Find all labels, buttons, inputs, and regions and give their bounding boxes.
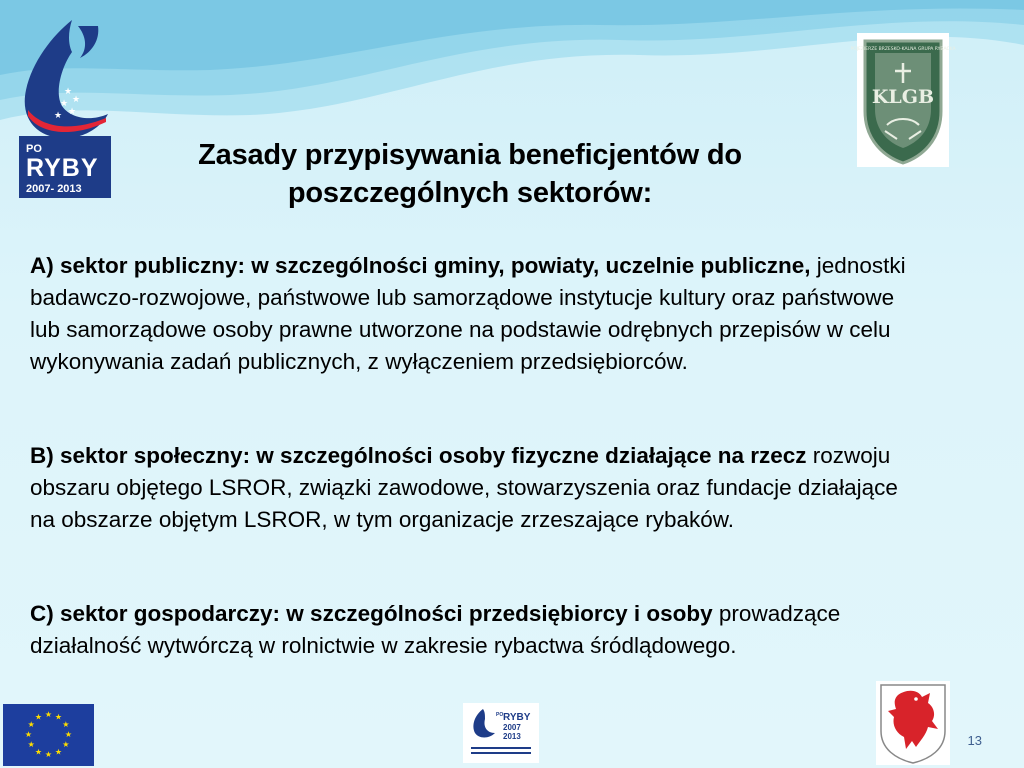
section-social-sector xyxy=(30,440,910,536)
svg-text:★: ★ xyxy=(72,95,81,105)
svg-text:★: ★ xyxy=(60,99,69,109)
ryby-years-text: 2007- 2013 xyxy=(26,183,82,195)
po-ryby-logo xyxy=(14,18,114,202)
svg-text:★: ★ xyxy=(34,712,43,722)
svg-text:★: ★ xyxy=(44,710,53,719)
title-line-1: Zasady przypisywania beneficjentów do xyxy=(198,139,742,171)
svg-text:★: ★ xyxy=(54,111,63,121)
po-ryby-small-logo xyxy=(463,703,539,763)
small-year1-text: 2007 xyxy=(503,723,521,732)
svg-text:★: ★ xyxy=(24,730,33,739)
svg-text:★: ★ xyxy=(34,747,43,757)
eu-flag-logo xyxy=(3,704,94,766)
ryby-po-text: PO xyxy=(26,143,42,155)
klgb-emblem-logo xyxy=(850,33,956,167)
section-economic-sector xyxy=(30,598,910,662)
klgb-ring-text: POJEZIERZE BRZESKO-KALNA GRUPA RYBACKA xyxy=(850,47,956,52)
section-a-text: jednostki badawczo-rozwojowe, państwowe lub samorządowe instytucje kultury oraz państwowe lub samorządowe osoby prawne utworzone na podstawie odrębnych przepisów w celu wykonywania zadań publicznych, z wyłączeniem przedsiębiorców. xyxy=(30,253,906,374)
slide-title xyxy=(130,136,810,212)
svg-text:★: ★ xyxy=(64,730,73,739)
svg-text:★: ★ xyxy=(54,712,63,722)
section-public-sector xyxy=(30,250,910,378)
section-b-text: rozwoju obszaru objętego LSROR, związki zawodowe, stowarzyszenia oraz fundacje działające na obszarze objętym LSROR, w tym organizacje zrzeszające rybaków. xyxy=(30,443,898,532)
svg-text:★: ★ xyxy=(64,87,73,97)
section-c-text: prowadzące działalność wytwórczą w rolnictwie w zakresie rybactwa śródlądowego. xyxy=(30,601,841,658)
slide-page-number: 13 xyxy=(967,733,982,748)
section-b-bold: B) sektor społeczny: w szczególności osoby fizyczne działające na rzecz xyxy=(30,443,807,468)
svg-text:★: ★ xyxy=(62,740,70,749)
small-year2-text: 2013 xyxy=(503,732,521,741)
svg-text:★: ★ xyxy=(62,720,70,729)
svg-text:★: ★ xyxy=(44,750,53,759)
svg-text:★: ★ xyxy=(27,720,35,729)
svg-text:★: ★ xyxy=(27,740,35,749)
svg-text:★: ★ xyxy=(68,107,77,117)
griffin-coat-of-arms-logo xyxy=(876,681,950,765)
small-name-text: RYBY xyxy=(503,712,531,723)
section-a-bold: A) sektor publiczny: w szczególności gminy, powiaty, uczelnie publiczne, xyxy=(30,253,811,278)
klgb-letters-text: KLGB xyxy=(871,86,935,108)
ryby-name-text: RYBY xyxy=(26,154,99,182)
small-po-text: PO xyxy=(496,712,504,718)
section-c-bold: C) sektor gospodarczy: w szczególności przedsiębiorcy i osoby xyxy=(30,601,713,626)
svg-text:★: ★ xyxy=(54,747,63,757)
title-line-2: poszczególnych sektorów: xyxy=(287,177,653,209)
